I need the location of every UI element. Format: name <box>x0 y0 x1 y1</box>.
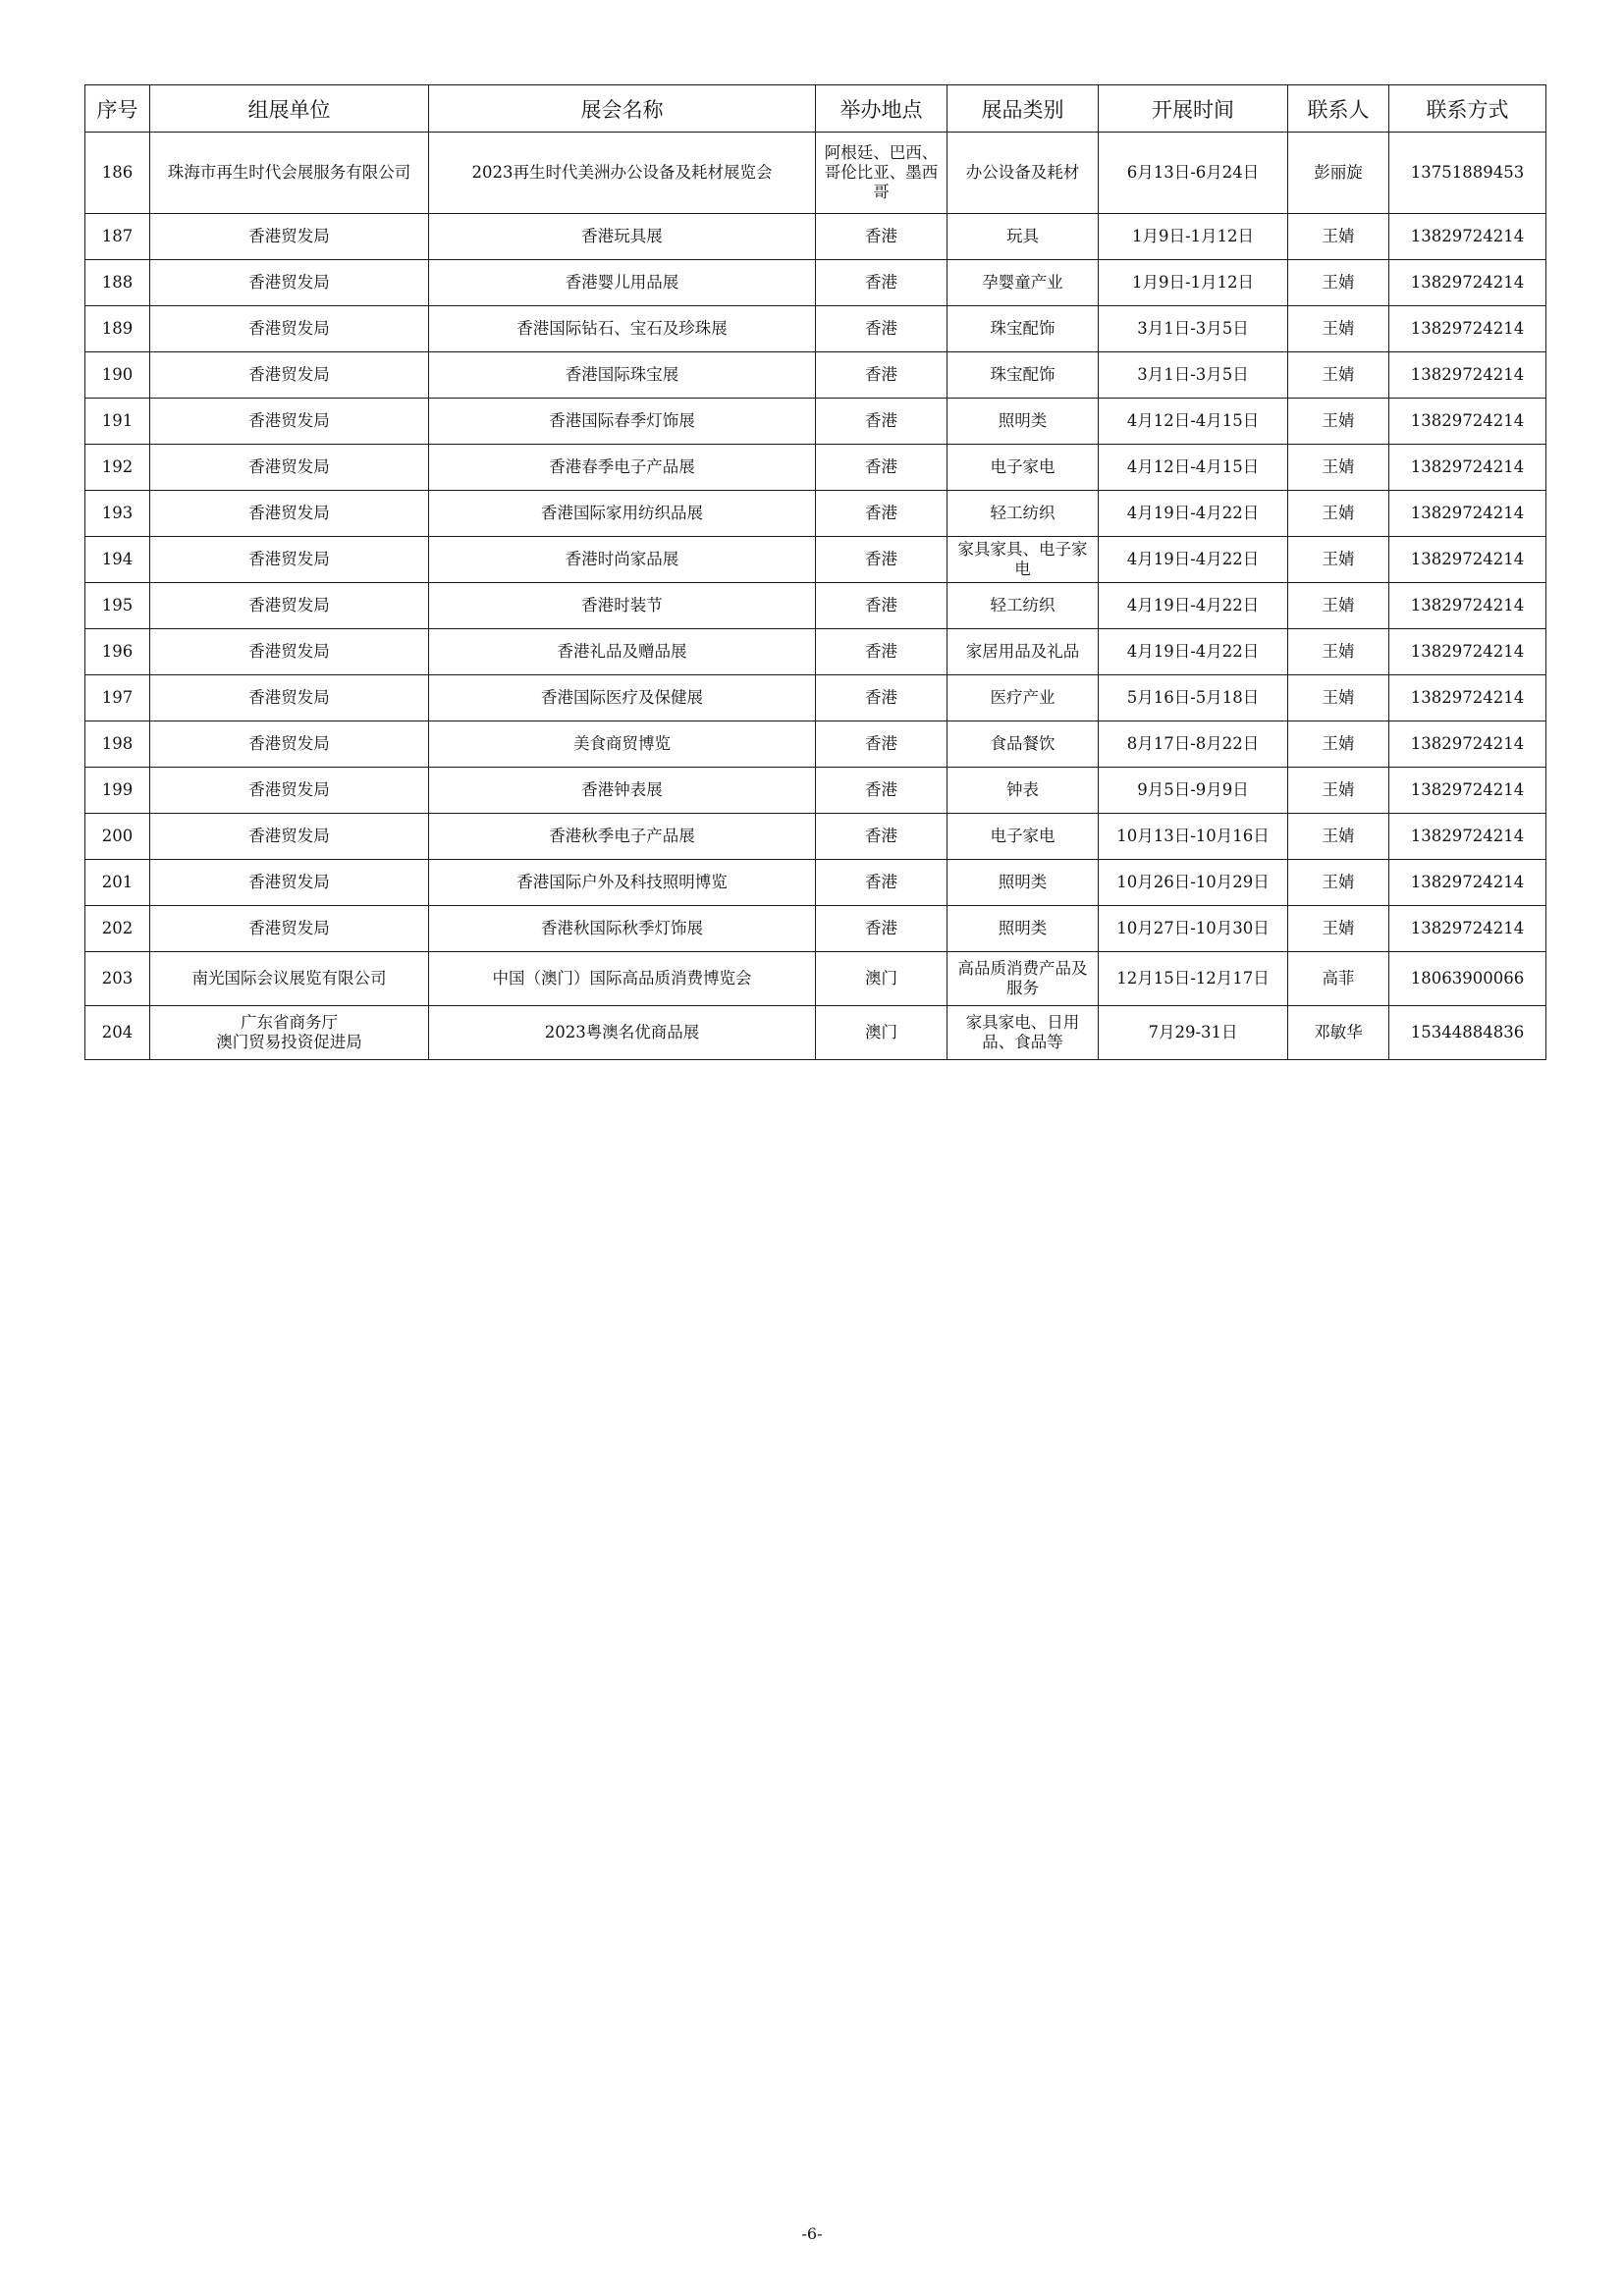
cell-no: 200 <box>85 814 150 860</box>
cell-location: 香港 <box>816 491 947 537</box>
cell-exhibition: 香港春季电子产品展 <box>429 445 816 491</box>
cell-location: 澳门 <box>816 1006 947 1060</box>
cell-no: 201 <box>85 860 150 906</box>
cell-dates: 4月12日-4月15日 <box>1099 445 1288 491</box>
table-row <box>85 399 1546 445</box>
cell-dates: 12月15日-12月17日 <box>1099 952 1288 1006</box>
table-row <box>85 860 1546 906</box>
cell-organizer: 香港贸发局 <box>150 906 429 952</box>
table-row <box>85 491 1546 537</box>
cell-location: 香港 <box>816 906 947 952</box>
cell-exhibition: 香港国际珠宝展 <box>429 352 816 399</box>
cell-no: 194 <box>85 537 150 583</box>
cell-location: 香港 <box>816 399 947 445</box>
cell-exhibition: 香港玩具展 <box>429 214 816 260</box>
cell-category: 轻工纺织 <box>947 491 1099 537</box>
cell-organizer: 香港贸发局 <box>150 399 429 445</box>
cell-exhibition: 香港国际家用纺织品展 <box>429 491 816 537</box>
table-row <box>85 629 1546 675</box>
cell-phone: 13829724214 <box>1389 491 1546 537</box>
table-header-row <box>85 85 1546 133</box>
header-no: 序号 <box>85 85 150 133</box>
cell-dates: 1月9日-1月12日 <box>1099 214 1288 260</box>
cell-category: 珠宝配饰 <box>947 352 1099 399</box>
header-location: 举办地点 <box>816 85 947 133</box>
cell-contact: 王婧 <box>1288 629 1389 675</box>
cell-contact: 王婧 <box>1288 260 1389 306</box>
cell-contact: 王婧 <box>1288 306 1389 352</box>
cell-exhibition: 香港秋季电子产品展 <box>429 814 816 860</box>
cell-category: 医疗产业 <box>947 675 1099 721</box>
cell-no: 203 <box>85 952 150 1006</box>
cell-no: 187 <box>85 214 150 260</box>
cell-dates: 4月19日-4月22日 <box>1099 629 1288 675</box>
cell-dates: 5月16日-5月18日 <box>1099 675 1288 721</box>
header-exhibition: 展会名称 <box>429 85 816 133</box>
cell-contact: 王婧 <box>1288 445 1389 491</box>
cell-location: 香港 <box>816 675 947 721</box>
cell-phone: 13829724214 <box>1389 306 1546 352</box>
cell-dates: 10月27日-10月30日 <box>1099 906 1288 952</box>
cell-contact: 王婧 <box>1288 814 1389 860</box>
cell-location: 香港 <box>816 768 947 814</box>
table-row <box>85 721 1546 768</box>
cell-contact: 王婧 <box>1288 214 1389 260</box>
cell-category: 家具家电、日用品、食品等 <box>947 1006 1099 1060</box>
cell-no: 202 <box>85 906 150 952</box>
cell-location: 香港 <box>816 352 947 399</box>
cell-category: 轻工纺织 <box>947 583 1099 629</box>
cell-exhibition: 香港国际户外及科技照明博览 <box>429 860 816 906</box>
table-row <box>85 1006 1546 1060</box>
cell-organizer: 香港贸发局 <box>150 814 429 860</box>
cell-dates: 4月19日-4月22日 <box>1099 537 1288 583</box>
cell-contact: 王婧 <box>1288 675 1389 721</box>
cell-exhibition: 2023粤澳名优商品展 <box>429 1006 816 1060</box>
cell-exhibition: 中国（澳门）国际高品质消费博览会 <box>429 952 816 1006</box>
cell-no: 204 <box>85 1006 150 1060</box>
cell-exhibition: 香港婴儿用品展 <box>429 260 816 306</box>
header-organizer: 组展单位 <box>150 85 429 133</box>
organizer-line: 广东省商务厅 <box>241 1013 338 1032</box>
cell-phone: 13829724214 <box>1389 352 1546 399</box>
cell-contact: 邓敏华 <box>1288 1006 1389 1060</box>
cell-dates: 3月1日-3月5日 <box>1099 352 1288 399</box>
cell-location: 香港 <box>816 583 947 629</box>
cell-contact: 王婧 <box>1288 906 1389 952</box>
cell-phone: 13829724214 <box>1389 629 1546 675</box>
cell-contact: 王婧 <box>1288 399 1389 445</box>
header-dates: 开展时间 <box>1099 85 1288 133</box>
cell-dates: 4月19日-4月22日 <box>1099 583 1288 629</box>
cell-organizer: 香港贸发局 <box>150 629 429 675</box>
cell-category: 办公设备及耗材 <box>947 133 1099 214</box>
cell-location: 香港 <box>816 814 947 860</box>
cell-contact: 王婧 <box>1288 352 1389 399</box>
cell-category: 家居用品及礼品 <box>947 629 1099 675</box>
cell-category: 孕婴童产业 <box>947 260 1099 306</box>
cell-no: 191 <box>85 399 150 445</box>
cell-dates: 9月5日-9月9日 <box>1099 768 1288 814</box>
cell-phone: 13829724214 <box>1389 768 1546 814</box>
cell-exhibition: 香港国际医疗及保健展 <box>429 675 816 721</box>
cell-phone: 13829724214 <box>1389 583 1546 629</box>
table-row <box>85 583 1546 629</box>
cell-phone: 13829724214 <box>1389 814 1546 860</box>
cell-exhibition: 香港钟表展 <box>429 768 816 814</box>
table-row <box>85 952 1546 1006</box>
cell-exhibition: 香港时装节 <box>429 583 816 629</box>
cell-exhibition: 香港秋国际秋季灯饰展 <box>429 906 816 952</box>
cell-dates: 7月29-31日 <box>1099 1006 1288 1060</box>
cell-phone: 13829724214 <box>1389 675 1546 721</box>
cell-contact: 高菲 <box>1288 952 1389 1006</box>
cell-location: 香港 <box>816 537 947 583</box>
cell-location: 香港 <box>816 629 947 675</box>
cell-contact: 王婧 <box>1288 768 1389 814</box>
cell-no: 195 <box>85 583 150 629</box>
cell-organizer: 香港贸发局 <box>150 860 429 906</box>
cell-contact: 王婧 <box>1288 583 1389 629</box>
cell-organizer: 香港贸发局 <box>150 491 429 537</box>
header-phone: 联系方式 <box>1389 85 1546 133</box>
cell-organizer: 香港贸发局 <box>150 260 429 306</box>
cell-contact: 王婧 <box>1288 860 1389 906</box>
cell-dates: 10月26日-10月29日 <box>1099 860 1288 906</box>
cell-category: 照明类 <box>947 399 1099 445</box>
cell-organizer: 香港贸发局 <box>150 583 429 629</box>
cell-organizer: 香港贸发局 <box>150 306 429 352</box>
cell-exhibition: 香港礼品及赠品展 <box>429 629 816 675</box>
cell-contact: 王婧 <box>1288 721 1389 768</box>
page-number: -6- <box>801 2224 823 2243</box>
header-contact: 联系人 <box>1288 85 1389 133</box>
cell-location: 香港 <box>816 260 947 306</box>
cell-contact: 彭丽旋 <box>1288 133 1389 214</box>
cell-category: 珠宝配饰 <box>947 306 1099 352</box>
cell-contact: 王婧 <box>1288 537 1389 583</box>
cell-dates: 8月17日-8月22日 <box>1099 721 1288 768</box>
cell-organizer: 珠海市再生时代会展服务有限公司 <box>150 133 429 214</box>
cell-exhibition: 香港国际春季灯饰展 <box>429 399 816 445</box>
cell-organizer: 香港贸发局 <box>150 214 429 260</box>
cell-organizer <box>150 1006 429 1060</box>
organizer-line: 澳门贸易投资促进局 <box>216 1033 362 1051</box>
cell-no: 193 <box>85 491 150 537</box>
exhibition-table <box>84 84 1546 1060</box>
cell-contact: 王婧 <box>1288 491 1389 537</box>
table-row <box>85 214 1546 260</box>
cell-category: 玩具 <box>947 214 1099 260</box>
table-row <box>85 675 1546 721</box>
cell-category: 照明类 <box>947 906 1099 952</box>
cell-no: 197 <box>85 675 150 721</box>
cell-category: 高品质消费产品及服务 <box>947 952 1099 1006</box>
cell-phone: 13829724214 <box>1389 260 1546 306</box>
table-row <box>85 352 1546 399</box>
table-row <box>85 814 1546 860</box>
cell-category: 家具家具、电子家电 <box>947 537 1099 583</box>
cell-no: 192 <box>85 445 150 491</box>
cell-exhibition: 香港国际钻石、宝石及珍珠展 <box>429 306 816 352</box>
table-row <box>85 906 1546 952</box>
cell-no: 188 <box>85 260 150 306</box>
cell-phone: 13829724214 <box>1389 399 1546 445</box>
cell-phone: 13829724214 <box>1389 721 1546 768</box>
cell-no: 186 <box>85 133 150 214</box>
cell-phone: 18063900066 <box>1389 952 1546 1006</box>
cell-dates: 4月19日-4月22日 <box>1099 491 1288 537</box>
cell-no: 190 <box>85 352 150 399</box>
cell-organizer: 香港贸发局 <box>150 445 429 491</box>
cell-category: 电子家电 <box>947 445 1099 491</box>
cell-phone: 13829724214 <box>1389 537 1546 583</box>
cell-dates: 10月13日-10月16日 <box>1099 814 1288 860</box>
cell-category: 照明类 <box>947 860 1099 906</box>
cell-phone: 13751889453 <box>1389 133 1546 214</box>
table-row <box>85 537 1546 583</box>
table-row <box>85 445 1546 491</box>
cell-dates: 3月1日-3月5日 <box>1099 306 1288 352</box>
table-row <box>85 133 1546 214</box>
cell-phone: 15344884836 <box>1389 1006 1546 1060</box>
document-sheet <box>84 84 1546 1060</box>
cell-organizer: 南光国际会议展览有限公司 <box>150 952 429 1006</box>
cell-location: 香港 <box>816 445 947 491</box>
cell-dates: 4月12日-4月15日 <box>1099 399 1288 445</box>
cell-organizer: 香港贸发局 <box>150 675 429 721</box>
header-category: 展品类别 <box>947 85 1099 133</box>
cell-category: 食品餐饮 <box>947 721 1099 768</box>
table-row <box>85 306 1546 352</box>
cell-location: 香港 <box>816 214 947 260</box>
cell-no: 198 <box>85 721 150 768</box>
cell-exhibition: 香港时尚家品展 <box>429 537 816 583</box>
cell-location: 香港 <box>816 306 947 352</box>
cell-location: 澳门 <box>816 952 947 1006</box>
cell-dates: 6月13日-6月24日 <box>1099 133 1288 214</box>
cell-phone: 13829724214 <box>1389 214 1546 260</box>
cell-no: 189 <box>85 306 150 352</box>
cell-exhibition: 2023再生时代美洲办公设备及耗材展览会 <box>429 133 816 214</box>
cell-dates: 1月9日-1月12日 <box>1099 260 1288 306</box>
cell-category: 钟表 <box>947 768 1099 814</box>
cell-organizer: 香港贸发局 <box>150 537 429 583</box>
cell-phone: 13829724214 <box>1389 906 1546 952</box>
cell-exhibition: 美食商贸博览 <box>429 721 816 768</box>
cell-phone: 13829724214 <box>1389 445 1546 491</box>
cell-organizer: 香港贸发局 <box>150 768 429 814</box>
table-row <box>85 260 1546 306</box>
cell-phone: 13829724214 <box>1389 860 1546 906</box>
cell-organizer: 香港贸发局 <box>150 721 429 768</box>
cell-category: 电子家电 <box>947 814 1099 860</box>
cell-location: 香港 <box>816 721 947 768</box>
table-row <box>85 768 1546 814</box>
cell-organizer: 香港贸发局 <box>150 352 429 399</box>
cell-no: 199 <box>85 768 150 814</box>
cell-no: 196 <box>85 629 150 675</box>
cell-location: 阿根廷、巴西、哥伦比亚、墨西哥 <box>816 133 947 214</box>
cell-location: 香港 <box>816 860 947 906</box>
